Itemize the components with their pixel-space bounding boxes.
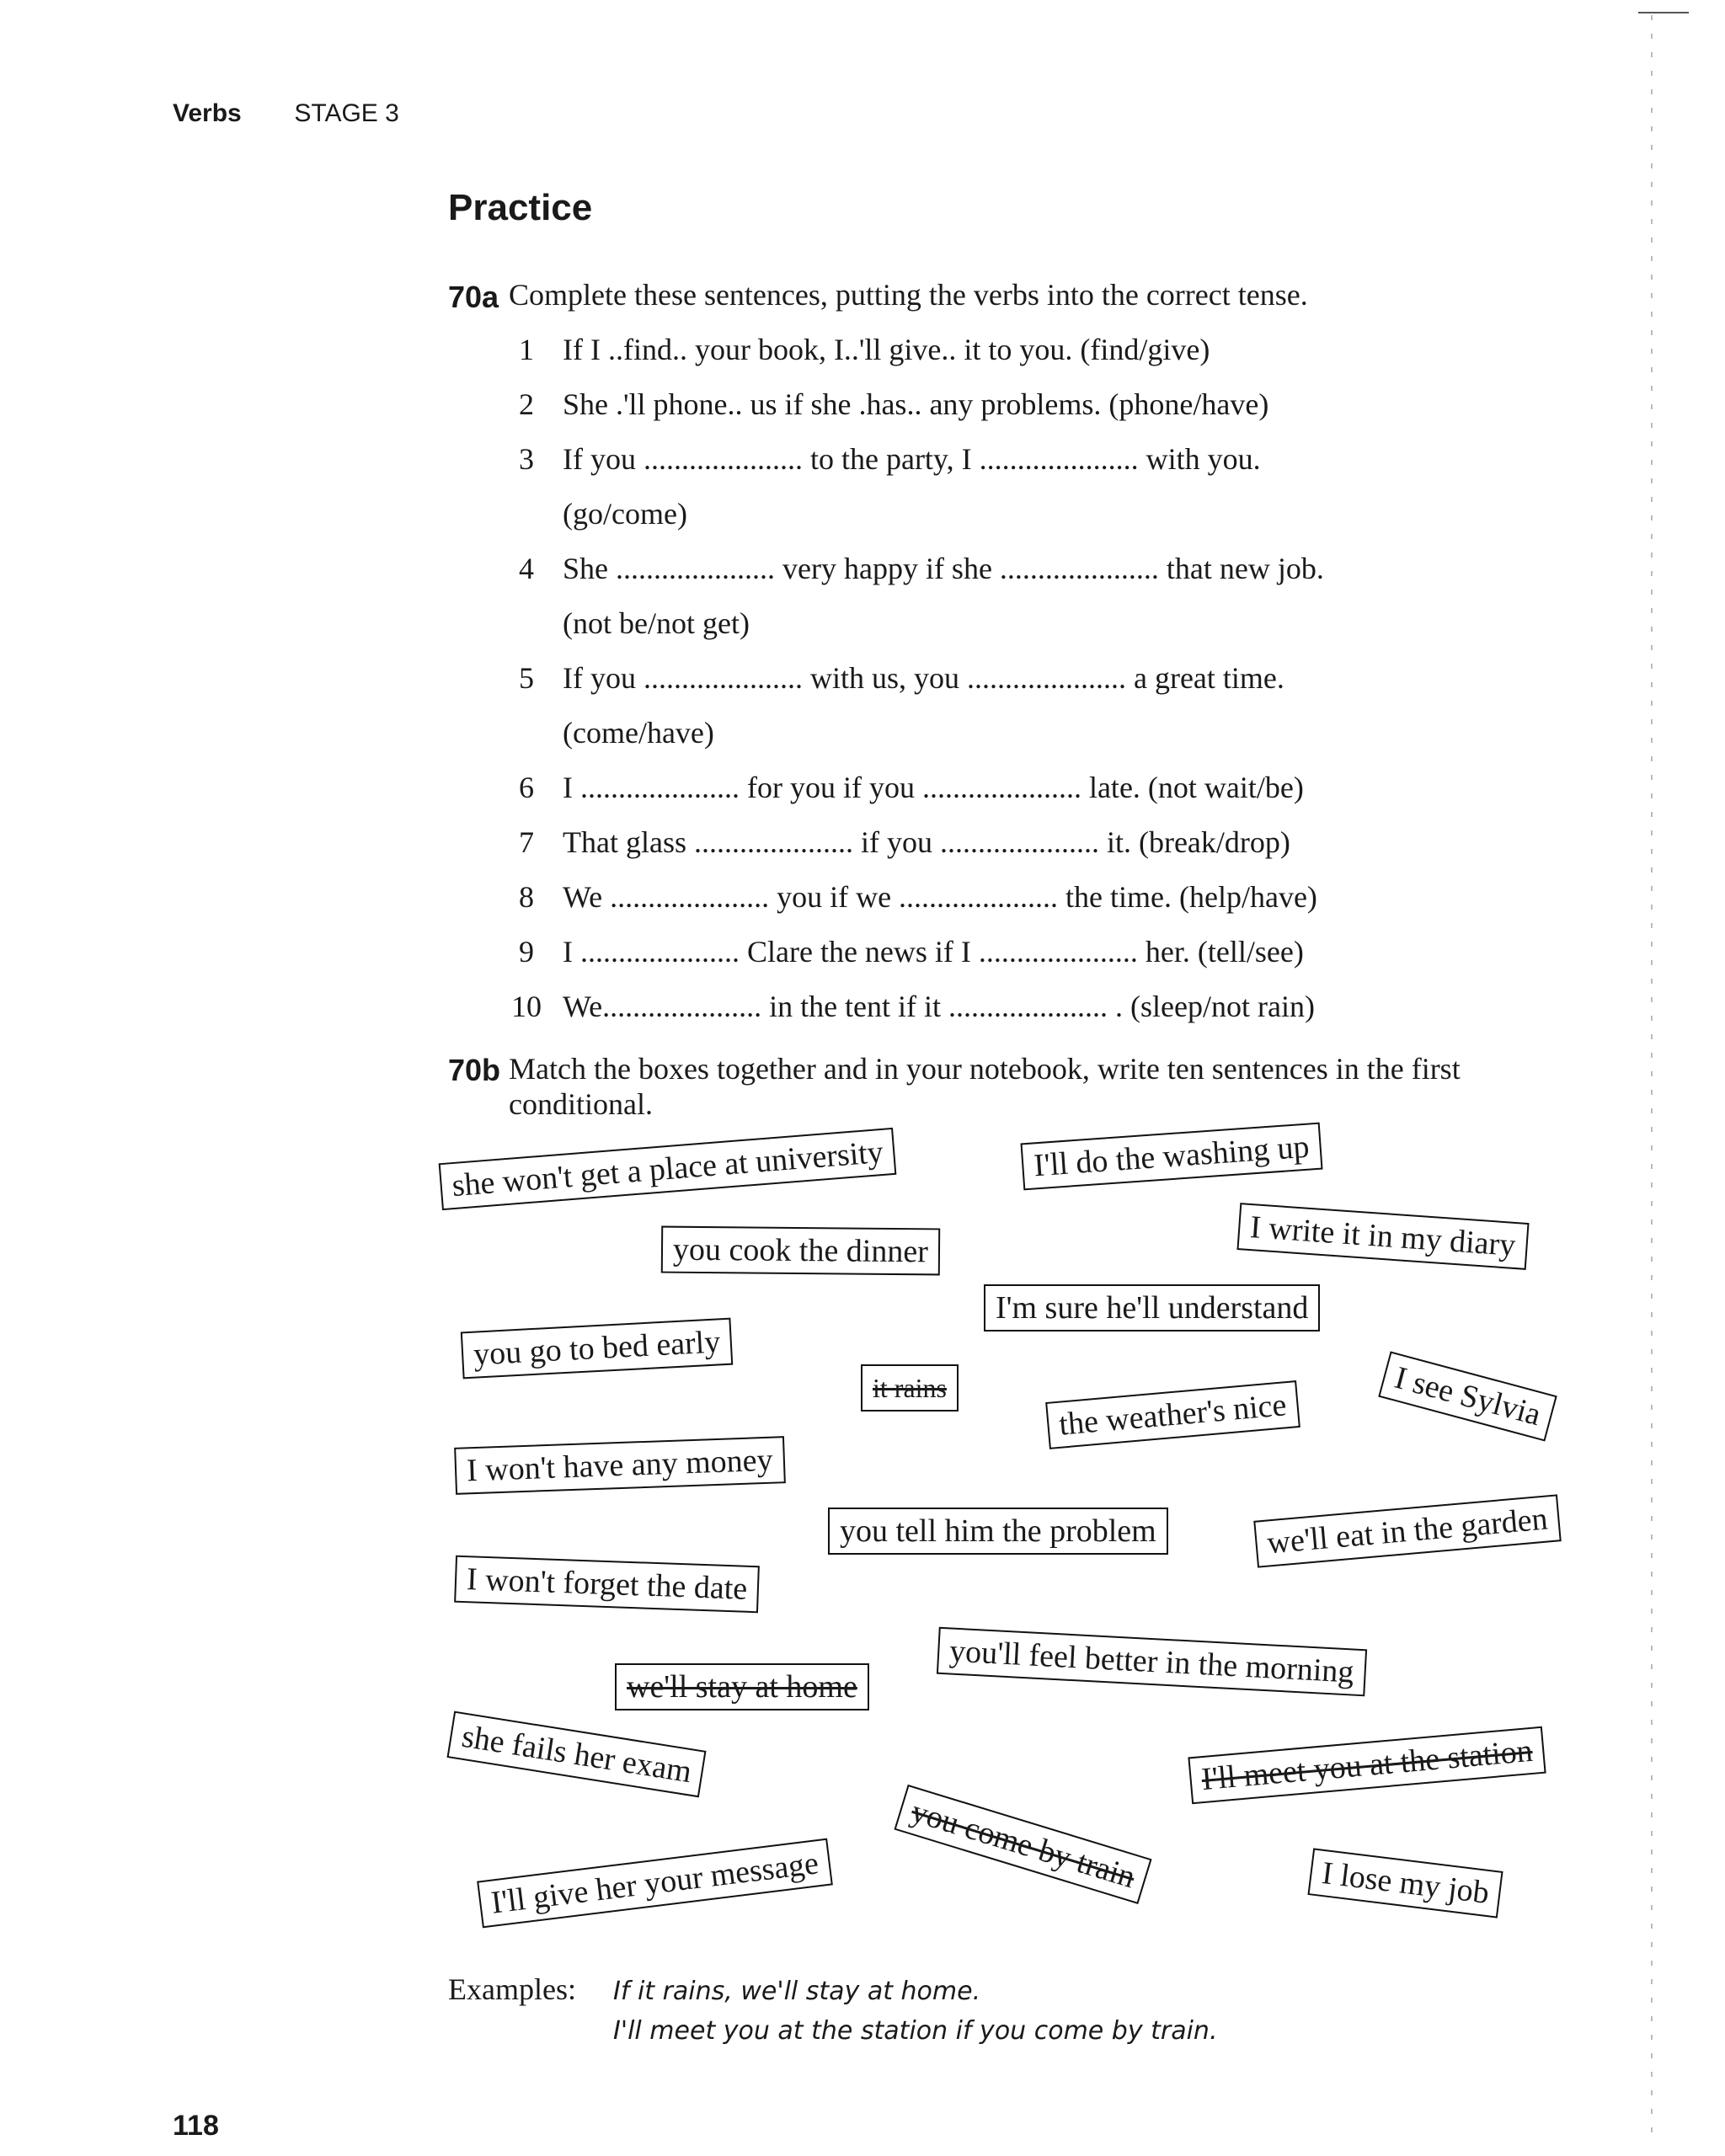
clause-box: she fails her exam <box>446 1711 706 1798</box>
examples <box>448 1971 1217 2050</box>
item-text: I ..................... Clare the news if I ..................... her. (tell/see) <box>563 935 1304 969</box>
section-label: Verbs <box>173 99 242 127</box>
exercise-item <box>448 760 1594 815</box>
item-number: 2 <box>519 387 534 421</box>
clause-box-crossed: we'll stay at home <box>615 1663 869 1710</box>
item-number: 8 <box>519 880 534 914</box>
clause-box-crossed: you come by train <box>894 1785 1152 1904</box>
clause-box: you cook the dinner <box>661 1226 940 1276</box>
item-text: If I ..find.. your book, I..'ll give.. it to you. (find/give) <box>563 333 1210 366</box>
running-header <box>173 99 399 128</box>
example-sentence: If it rains, we'll stay at home. <box>613 1977 981 2006</box>
item-text: That glass ..................... if you ..................... it. (break/drop) <box>563 825 1290 859</box>
item-number: 4 <box>519 552 534 585</box>
clause-box: I'll give her your message <box>477 1838 833 1929</box>
page-edge-line <box>1651 15 1653 2137</box>
page-title: Practice <box>448 187 593 228</box>
exercise-item <box>448 542 1594 596</box>
clause-box: I lose my job <box>1307 1848 1503 1918</box>
examples-label: Examples: <box>448 1972 576 2006</box>
clause-box: I'm sure he'll understand <box>984 1284 1320 1331</box>
exercise-number: 70b <box>448 1053 501 1087</box>
item-number: 1 <box>519 333 534 366</box>
corner-mark <box>1638 12 1689 13</box>
exercise-instruction: Complete these sentences, putting the verbs into the correct tense. <box>509 278 1308 312</box>
item-number: 5 <box>519 661 534 695</box>
exercise-items <box>448 323 1594 1034</box>
item-text: She ..................... very happy if she ..................... that new job. <box>563 552 1324 585</box>
exercise-number: 70a <box>448 280 499 314</box>
exercise-instruction: Match the boxes together and in your notebook, write ten sentences in the first conditional. <box>509 1052 1461 1121</box>
item-number: 6 <box>519 771 534 804</box>
page-number: 118 <box>173 2110 219 2142</box>
stage-label: STAGE 3 <box>294 99 399 127</box>
exercise-70a <box>448 268 1594 1034</box>
item-text: We ..................... you if we ..................... the time. (help/have) <box>563 880 1317 914</box>
item-number: 10 <box>511 990 542 1023</box>
clause-box: she won't get a place at university <box>439 1128 897 1210</box>
exercise-item-continuation <box>448 487 1594 542</box>
exercise-item <box>448 870 1594 925</box>
exercise-item <box>448 815 1594 870</box>
clause-box-crossed: I'll meet you at the station <box>1188 1726 1546 1805</box>
clause-box: the weather's nice <box>1045 1380 1300 1449</box>
item-number: 3 <box>519 442 534 476</box>
item-verbs: (come/have) <box>563 716 714 750</box>
clause-box: you go to bed early <box>461 1318 734 1380</box>
example-sentence: I'll meet you at the station if you come by train. <box>613 2016 1218 2046</box>
item-number: 7 <box>519 825 534 859</box>
clause-box: I'll do the washing up <box>1020 1123 1322 1191</box>
exercise-item <box>448 925 1594 979</box>
item-text: If you ..................... with us, you ..................... a great time. <box>563 661 1284 695</box>
exercise-70b <box>448 1051 1594 1122</box>
item-verbs: (go/come) <box>563 497 687 531</box>
item-verbs: (not be/not get) <box>563 606 750 640</box>
item-number: 9 <box>519 935 534 969</box>
exercise-item <box>448 323 1594 377</box>
item-text: If you ..................... to the party, I ..................... with you. <box>563 442 1261 476</box>
clause-box: I write it in my diary <box>1236 1203 1529 1270</box>
exercise-item-continuation <box>448 596 1594 651</box>
clause-box: I won't forget the date <box>454 1556 760 1614</box>
clause-box: I won't have any money <box>454 1436 785 1495</box>
clause-box: you tell him the problem <box>828 1508 1168 1555</box>
item-text: She .'ll phone.. us if she .has.. any problems. (phone/have) <box>563 387 1269 421</box>
exercise-item <box>448 979 1594 1034</box>
item-text: We..................... in the tent if it ..................... . (sleep/not rain) <box>563 990 1315 1023</box>
exercise-item <box>448 651 1594 706</box>
exercise-item <box>448 377 1594 432</box>
clause-box-crossed: it rains <box>861 1364 959 1412</box>
clause-box: you'll feel better in the morning <box>937 1627 1367 1697</box>
exercise-item <box>448 432 1594 487</box>
clause-box: we'll eat in the garden <box>1253 1494 1561 1567</box>
clause-box: I see Sylvia <box>1378 1351 1557 1441</box>
item-text: I ..................... for you if you ..................... late. (not wait/be) <box>563 771 1304 804</box>
exercise-item-continuation <box>448 706 1594 760</box>
